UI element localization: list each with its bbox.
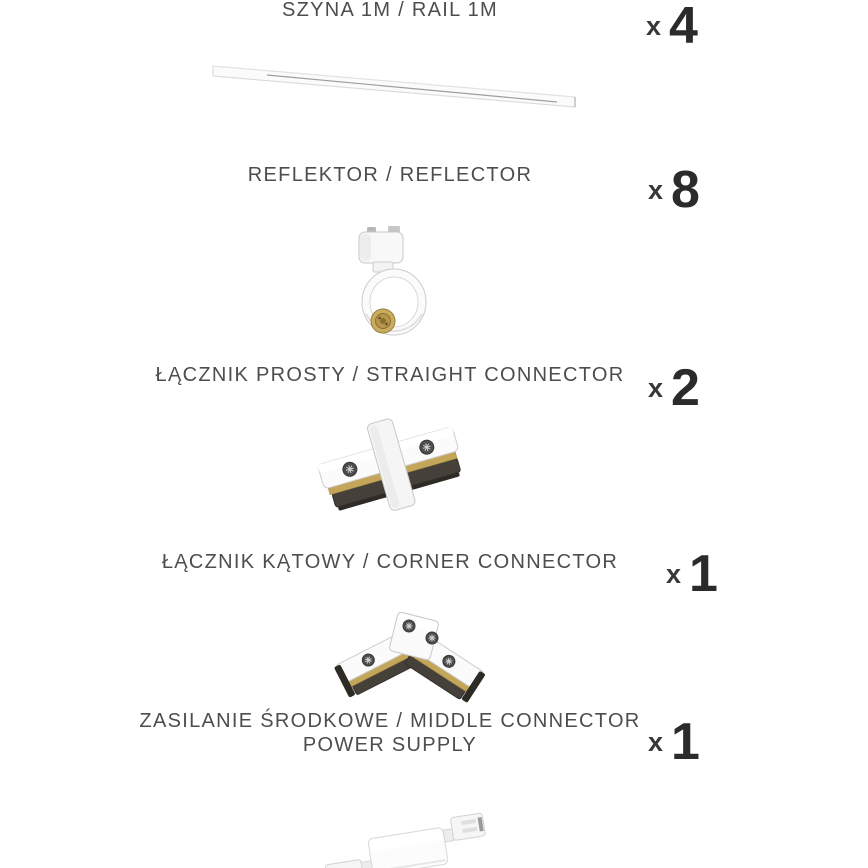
power-supply-body [368, 827, 449, 868]
multiply-symbol: x [666, 559, 682, 589]
part-count-corner-connector [666, 545, 717, 603]
count-value: 1 [671, 713, 699, 771]
part-title-line1: ZASILANIE ŚRODKOWE / MIDDLE CONNECTOR [139, 710, 641, 732]
part-count-reflector [648, 161, 699, 219]
lamp-socket [371, 309, 395, 333]
screw [426, 632, 438, 644]
multiply-symbol: x [648, 727, 664, 757]
multiply-symbol: x [648, 175, 664, 205]
screw [403, 620, 415, 632]
middle-power-supply-image [315, 800, 501, 868]
part-title-straight-connector: ŁĄCZNIK PROSTY / STRAIGHT CONNECTOR [155, 364, 625, 386]
straight-connector-image [298, 418, 484, 524]
rail-slot [267, 75, 557, 102]
count-value: 2 [671, 359, 699, 417]
corner-connector-image [333, 608, 489, 708]
part-title-rail: SZYNA 1M / RAIL 1M [281, 0, 499, 21]
part-title-corner-connector: ŁĄCZNIK KĄTOWY / CORNER CONNECTOR [161, 551, 619, 573]
right-plug [450, 813, 485, 841]
count-value: 8 [671, 161, 699, 219]
count-value: 4 [669, 0, 697, 55]
multiply-symbol: x [648, 373, 664, 403]
left-plug [325, 859, 365, 868]
rail-image [205, 58, 583, 116]
part-count-straight-connector [648, 359, 699, 417]
multiply-symbol: x [646, 11, 662, 41]
part-title-line2: POWER SUPPLY [302, 734, 478, 756]
part-count-rail [646, 0, 697, 55]
part-title-reflector: REFLEKTOR / REFLECTOR [247, 164, 533, 186]
reflector-image [336, 224, 454, 356]
part-count-middle-power-supply [648, 713, 699, 771]
count-value: 1 [689, 545, 717, 603]
